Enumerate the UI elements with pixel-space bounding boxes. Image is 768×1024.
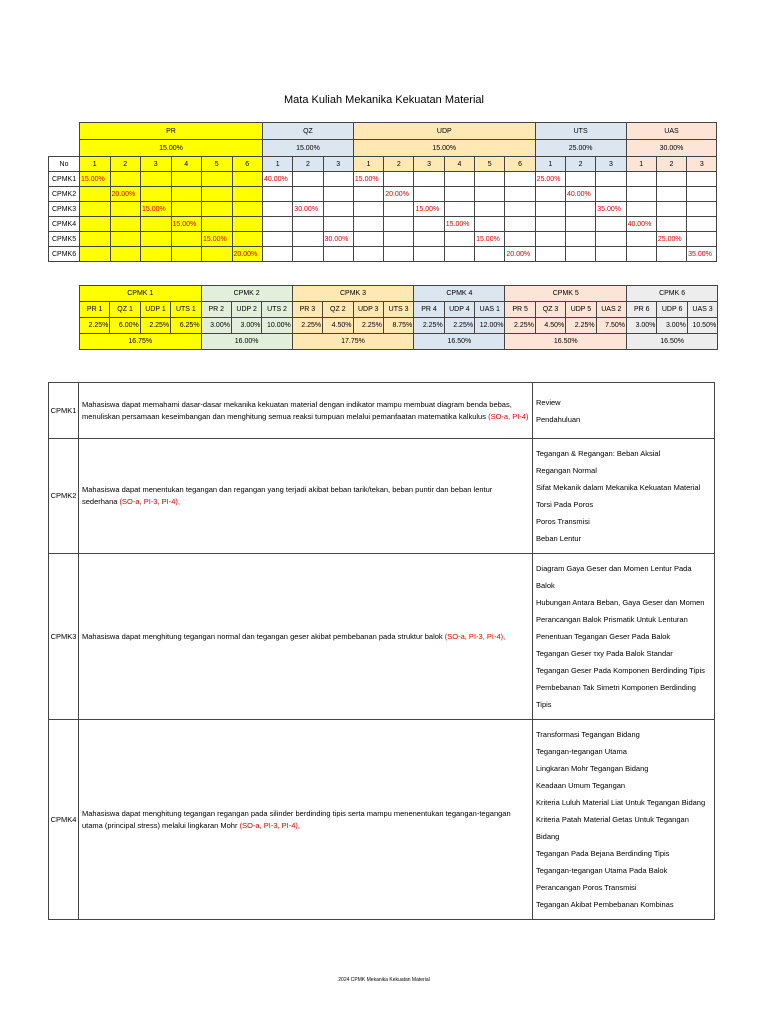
weight-cell xyxy=(80,187,111,202)
weight-cell xyxy=(293,247,323,262)
topic-item: Transformasi Tegangan Bidang xyxy=(536,730,640,739)
summary-item-value: 3.00% xyxy=(657,318,687,334)
summary-item-label: UAS 2 xyxy=(596,302,626,318)
weight-cell xyxy=(171,247,202,262)
group-name-uts: UTS xyxy=(535,123,626,140)
weight-percent-row xyxy=(49,140,717,157)
column-number: 3 xyxy=(323,157,353,172)
weight-cell xyxy=(353,247,383,262)
topic-item: Sifat Mekanik dalam Mekanika Kekuatan Material xyxy=(536,483,701,492)
group-name-pr: PR xyxy=(80,123,263,140)
weight-cell xyxy=(596,172,626,187)
weight-cell xyxy=(596,232,626,247)
summary-item-value: 3.00% xyxy=(627,318,657,334)
weight-cell: 20.00% xyxy=(232,247,263,262)
summary-name: CPMK 3 xyxy=(292,286,414,302)
weight-cell xyxy=(596,217,626,232)
weight-cell: 25.00% xyxy=(656,232,686,247)
topic-item: Regangan Normal xyxy=(536,466,597,475)
weight-cell: 35.00% xyxy=(687,247,717,262)
weight-cell: 15.00% xyxy=(353,172,383,187)
group-weight-pr: 15.00% xyxy=(80,140,263,157)
topic-list xyxy=(533,720,715,920)
group-weight-udp: 15.00% xyxy=(353,140,535,157)
weight-cell xyxy=(80,217,111,232)
row-label: CPMK5 xyxy=(49,232,80,247)
weight-cell xyxy=(414,217,444,232)
group-name-qz: QZ xyxy=(263,123,354,140)
summary-total: 16.50% xyxy=(414,334,505,350)
weight-cell: 15.00% xyxy=(444,217,474,232)
summary-item-value: 4.50% xyxy=(535,318,565,334)
weight-cell xyxy=(323,172,353,187)
column-number: 2 xyxy=(565,157,595,172)
weight-cell xyxy=(323,217,353,232)
column-number: 1 xyxy=(626,157,656,172)
group-weight-qz: 15.00% xyxy=(263,140,354,157)
topic-item: Tegangan Akibat Pembebanan Kombinas xyxy=(536,900,674,909)
weight-table xyxy=(48,122,717,262)
weight-cell xyxy=(596,187,626,202)
weight-cell xyxy=(505,202,535,217)
weight-cell xyxy=(535,247,565,262)
weight-cell: 40.00% xyxy=(626,217,656,232)
weight-cell xyxy=(202,247,233,262)
column-number: 3 xyxy=(596,157,626,172)
summary-item-value: 4.50% xyxy=(323,318,353,334)
weight-row xyxy=(49,232,717,247)
summary-total: 17.75% xyxy=(292,334,414,350)
weight-cell: 40.00% xyxy=(263,172,293,187)
summary-item-value: 12.00% xyxy=(475,318,505,334)
topic-item: Pendahuluan xyxy=(536,414,581,424)
summary-item-label: UDP 4 xyxy=(444,302,474,318)
weight-cell: 35.00% xyxy=(596,202,626,217)
weight-cell xyxy=(535,187,565,202)
weight-cell xyxy=(535,232,565,247)
weight-cell xyxy=(293,172,323,187)
description-text: Mahasiswa dapat memahami dasar-dasar mekanika kekuatan material dengan indikator mampu membuat diagram benda bebas, menuliskan persamaan keseimbangan dan menghitung semua reaksi tumpuan melalui pemanfaatan matematika kalkulus xyxy=(82,399,512,421)
weight-cell: 15.00% xyxy=(475,232,505,247)
weight-cell xyxy=(414,187,444,202)
summary-item-label: UTS 3 xyxy=(383,302,413,318)
summary-item-label: UDP 2 xyxy=(231,302,261,318)
summary-item-value: 2.25% xyxy=(353,318,383,334)
row-label: CPMK2 xyxy=(49,187,80,202)
summary-item-label: UAS 1 xyxy=(475,302,505,318)
summary-item-label: UDP 6 xyxy=(657,302,687,318)
topic-item: Lingkaran Mohr Tegangan Bidang xyxy=(536,764,649,773)
summary-item-value: 2.25% xyxy=(566,318,596,334)
topic-item: Hubungan Antara Beban, Gaya Geser dan Momen xyxy=(536,598,705,607)
weight-cell xyxy=(626,172,656,187)
topic-item: Tegangan-tegangan Utama Pada Balok xyxy=(536,866,668,875)
weight-cell xyxy=(444,187,474,202)
topic-item: Diagram Gaya Geser dan Momen Lentur Pada Balok xyxy=(536,564,692,590)
summary-name: CPMK 1 xyxy=(80,286,202,302)
so-reference: (SO-a, PI-3, PI-4), xyxy=(239,820,301,830)
weight-cell xyxy=(353,202,383,217)
row-label: CPMK1 xyxy=(49,172,80,187)
weight-cell xyxy=(626,232,656,247)
description-text: Mahasiswa dapat menghitung tegangan normal dan tegangan geser akibat pembebanan pada struktur balok xyxy=(82,631,443,641)
column-number: 4 xyxy=(444,157,474,172)
column-number: 6 xyxy=(505,157,535,172)
summary-total: 16.50% xyxy=(627,334,718,350)
summary-item-label: UTS 1 xyxy=(171,302,201,318)
weight-cell xyxy=(141,232,172,247)
weight-cell xyxy=(687,232,717,247)
summary-item-label: QZ 1 xyxy=(110,302,140,318)
weight-cell xyxy=(687,187,717,202)
topic-list xyxy=(533,554,715,720)
summary-item-label: UDP 1 xyxy=(140,302,170,318)
weight-cell xyxy=(687,202,717,217)
topic-item: Torsi Pada Poros xyxy=(536,500,594,509)
weight-cell xyxy=(171,187,202,202)
weight-cell: 15.00% xyxy=(171,217,202,232)
weight-cell xyxy=(565,232,595,247)
cpmk-row xyxy=(49,554,715,720)
summary-item-value: 6.25% xyxy=(171,318,201,334)
summary-item-value: 10.00% xyxy=(262,318,292,334)
weight-cell xyxy=(263,232,293,247)
summary-total: 16.50% xyxy=(505,334,627,350)
weight-cell xyxy=(656,247,686,262)
summary-total-row xyxy=(80,334,718,350)
row-label: CPMK3 xyxy=(49,202,80,217)
summary-item-value: 10.50% xyxy=(687,318,717,334)
summary-item-label: PR 4 xyxy=(414,302,444,318)
topic-list xyxy=(533,383,715,439)
topic-item: Poros Transmisi xyxy=(536,517,590,526)
weight-cell xyxy=(384,232,414,247)
summary-item-value: 2.25% xyxy=(414,318,444,334)
column-number: 2 xyxy=(384,157,414,172)
cpmk-code: CPMK2 xyxy=(49,439,79,554)
column-number: 2 xyxy=(293,157,323,172)
topic-item: Tegangan-tegangan Utama xyxy=(536,747,627,756)
weight-row xyxy=(49,202,717,217)
column-number: 3 xyxy=(141,157,172,172)
weight-cell xyxy=(565,202,595,217)
weight-cell: 15.00% xyxy=(80,172,111,187)
weight-cell xyxy=(444,172,474,187)
weight-cell xyxy=(626,247,656,262)
topic-item: Perancangan Balok Prismatik Untuk Lenturan xyxy=(536,615,688,624)
weight-cell xyxy=(293,217,323,232)
topic-item: Tegangan Geser τxy Pada Balok Standar xyxy=(536,649,673,658)
column-number: 4 xyxy=(171,157,202,172)
column-number: 3 xyxy=(687,157,717,172)
weight-cell xyxy=(232,217,263,232)
weight-cell xyxy=(353,217,383,232)
weight-cell xyxy=(414,172,444,187)
summary-item-label: UDP 5 xyxy=(566,302,596,318)
column-number: 1 xyxy=(263,157,293,172)
weight-cell xyxy=(110,232,141,247)
weight-cell: 20.00% xyxy=(110,187,141,202)
column-number: 3 xyxy=(414,157,444,172)
weight-cell xyxy=(687,172,717,187)
weight-cell xyxy=(656,202,686,217)
group-name-uas: UAS xyxy=(626,123,717,140)
weight-cell xyxy=(656,172,686,187)
weight-cell xyxy=(141,217,172,232)
summary-item-value: 3.00% xyxy=(231,318,261,334)
row-label: CPMK4 xyxy=(49,217,80,232)
column-number: 6 xyxy=(232,157,263,172)
weight-cell: 40.00% xyxy=(565,187,595,202)
column-number: 2 xyxy=(656,157,686,172)
weight-cell xyxy=(323,187,353,202)
topic-item: Tegangan Geser Pada Komponen Berdinding Tipis xyxy=(536,666,705,675)
row-label: CPMK6 xyxy=(49,247,80,262)
summary-item-value: 8.75% xyxy=(383,318,413,334)
summary-item-label: PR 2 xyxy=(201,302,231,318)
weight-cell xyxy=(293,187,323,202)
weight-cell xyxy=(384,172,414,187)
weight-cell xyxy=(475,187,505,202)
document-title: Mata Kuliah Mekanika Kekuatan Material xyxy=(284,94,484,106)
cpmk-code: CPMK4 xyxy=(49,720,79,920)
weight-cell xyxy=(232,172,263,187)
weight-row xyxy=(49,247,717,262)
topic-item: Kriteria Luluh Material Liat Untuk Tegangan Bidang xyxy=(536,798,706,807)
weight-cell xyxy=(444,247,474,262)
group-weight-uas: 30.00% xyxy=(626,140,717,157)
cpmk-summary-table xyxy=(79,285,718,350)
weight-cell xyxy=(202,172,233,187)
column-number-row xyxy=(49,157,717,172)
weight-cell xyxy=(656,187,686,202)
weight-cell xyxy=(505,217,535,232)
cpmk-description xyxy=(79,720,533,920)
weight-cell xyxy=(505,232,535,247)
cpmk-description-table xyxy=(48,382,715,920)
weight-cell xyxy=(384,202,414,217)
summary-item-label: PR 6 xyxy=(627,302,657,318)
weight-cell xyxy=(110,217,141,232)
weight-cell: 15.00% xyxy=(141,202,172,217)
weight-cell xyxy=(141,187,172,202)
topic-list xyxy=(533,439,715,554)
topic-item: Review xyxy=(536,397,561,407)
weight-cell: 25.00% xyxy=(535,172,565,187)
weight-cell: 15.00% xyxy=(414,202,444,217)
weight-cell xyxy=(171,172,202,187)
topic-item: Keadaan Umum Tegangan xyxy=(536,781,626,790)
column-number: 2 xyxy=(110,157,141,172)
summary-value-row xyxy=(80,318,718,334)
topic-item: Beban Lentur xyxy=(536,534,582,543)
summary-item-label: QZ 3 xyxy=(535,302,565,318)
weight-cell xyxy=(414,247,444,262)
weight-cell xyxy=(202,187,233,202)
summary-name-row xyxy=(80,286,718,302)
topic-item: Pembebanan Tak Simetri Komponen Berdinding Tipis xyxy=(536,683,696,709)
topic-item: Tegangan & Regangan: Beban Aksial xyxy=(536,449,661,458)
summary-total: 16.75% xyxy=(80,334,202,350)
weight-row xyxy=(49,217,717,232)
weight-cell xyxy=(565,217,595,232)
summary-item-row xyxy=(80,302,718,318)
weight-cell xyxy=(110,247,141,262)
summary-name: CPMK 2 xyxy=(201,286,292,302)
weight-cell xyxy=(565,172,595,187)
weight-row xyxy=(49,187,717,202)
weight-cell xyxy=(293,232,323,247)
summary-item-label: PR 1 xyxy=(80,302,110,318)
weight-cell xyxy=(353,187,383,202)
weight-cell xyxy=(263,187,293,202)
cpmk-row xyxy=(49,720,715,920)
blank-cell xyxy=(49,123,80,140)
topic-item: Perancangan Poros Transmisi xyxy=(536,883,637,892)
group-name-udp: UDP xyxy=(353,123,535,140)
weight-cell xyxy=(475,217,505,232)
summary-name: CPMK 6 xyxy=(627,286,718,302)
weight-cell: 30.00% xyxy=(293,202,323,217)
weight-cell xyxy=(323,202,353,217)
column-number: 1 xyxy=(80,157,111,172)
weight-cell xyxy=(656,217,686,232)
weight-cell xyxy=(323,247,353,262)
weight-cell xyxy=(263,217,293,232)
weight-cell xyxy=(171,232,202,247)
cpmk-code: CPMK3 xyxy=(49,554,79,720)
weight-cell xyxy=(232,232,263,247)
summary-item-value: 2.25% xyxy=(444,318,474,334)
weight-cell xyxy=(596,247,626,262)
cpmk-row xyxy=(49,439,715,554)
weight-cell xyxy=(141,247,172,262)
weight-cell xyxy=(110,172,141,187)
weight-cell xyxy=(535,217,565,232)
weight-cell xyxy=(475,247,505,262)
column-number: 5 xyxy=(202,157,233,172)
group-weight-uts: 25.00% xyxy=(535,140,626,157)
weight-cell xyxy=(626,202,656,217)
weight-cell xyxy=(202,217,233,232)
weight-cell xyxy=(475,172,505,187)
weight-cell xyxy=(565,247,595,262)
weight-cell xyxy=(263,202,293,217)
weight-cell: 20.00% xyxy=(384,187,414,202)
summary-item-value: 2.25% xyxy=(80,318,110,334)
cpmk-description xyxy=(79,383,533,439)
summary-name: CPMK 4 xyxy=(414,286,505,302)
weight-cell xyxy=(110,202,141,217)
weight-cell xyxy=(626,187,656,202)
summary-item-value: 7.50% xyxy=(596,318,626,334)
summary-item-value: 2.25% xyxy=(140,318,170,334)
weight-cell xyxy=(444,232,474,247)
weight-cell: 20.00% xyxy=(505,247,535,262)
cpmk-description xyxy=(79,439,533,554)
cpmk-row xyxy=(49,383,715,439)
weight-cell xyxy=(202,202,233,217)
summary-name: CPMK 5 xyxy=(505,286,627,302)
weight-cell xyxy=(232,202,263,217)
weight-cell xyxy=(353,232,383,247)
weight-cell xyxy=(505,172,535,187)
summary-item-label: UAS 3 xyxy=(687,302,717,318)
summary-item-label: UTS 2 xyxy=(262,302,292,318)
topic-item: Penentuan Tegangan Geser Pada Balok xyxy=(536,632,671,641)
page-footer: 2024 CPMK Mekanika Kekuatan Material xyxy=(338,977,430,983)
weight-cell xyxy=(535,202,565,217)
no-header: No xyxy=(49,157,80,172)
weight-cell: 30.00% xyxy=(323,232,353,247)
weight-cell xyxy=(384,247,414,262)
weight-cell xyxy=(505,187,535,202)
summary-item-value: 3.00% xyxy=(201,318,231,334)
cpmk-description xyxy=(79,554,533,720)
weight-cell: 15.00% xyxy=(202,232,233,247)
description-text: Mahasiswa dapat menghitung tegangan regangan pada silinder berdinding tipis serta mampu menenentukan tegangan-tegangan utama (principal stress) melalui lingkaran Mohr xyxy=(82,808,511,830)
cpmk-code: CPMK1 xyxy=(49,383,79,439)
so-reference: (SO-a, PI-4) xyxy=(488,411,529,421)
summary-item-value: 6.00% xyxy=(110,318,140,334)
weight-cell xyxy=(475,202,505,217)
weight-cell xyxy=(444,202,474,217)
weight-cell xyxy=(263,247,293,262)
column-number: 1 xyxy=(353,157,383,172)
weight-cell xyxy=(232,187,263,202)
topic-item: Kriteria Patah Material Getas Untuk Tegangan Bidang xyxy=(536,815,689,841)
weight-group-row xyxy=(49,123,717,140)
so-reference: (SO-a, PI-3, PI-4), xyxy=(444,631,506,641)
weight-row xyxy=(49,172,717,187)
description-text: Mahasiswa dapat menentukan tegangan dan regangan yang terjadi akibat beban tarik/tekan, beban puntir dan beban lentur sederhana xyxy=(82,485,493,506)
weight-cell xyxy=(171,202,202,217)
summary-total: 16.00% xyxy=(201,334,292,350)
weight-cell xyxy=(80,202,111,217)
summary-item-value: 2.25% xyxy=(505,318,535,334)
blank-cell xyxy=(49,140,80,157)
weight-cell xyxy=(80,247,111,262)
weight-cell xyxy=(80,232,111,247)
so-reference: (SO-a, PI-3, PI-4), xyxy=(119,497,180,506)
weight-cell xyxy=(384,217,414,232)
summary-item-label: PR 5 xyxy=(505,302,535,318)
summary-item-value: 2.25% xyxy=(292,318,322,334)
summary-item-label: PR 3 xyxy=(292,302,322,318)
weight-cell xyxy=(141,172,172,187)
summary-item-label: UDP 3 xyxy=(353,302,383,318)
weight-cell xyxy=(414,232,444,247)
summary-item-label: QZ 2 xyxy=(323,302,353,318)
column-number: 1 xyxy=(535,157,565,172)
topic-item: Tegangan Pada Bejana Berdinding Tipis xyxy=(536,849,670,858)
weight-cell xyxy=(687,217,717,232)
column-number: 5 xyxy=(475,157,505,172)
